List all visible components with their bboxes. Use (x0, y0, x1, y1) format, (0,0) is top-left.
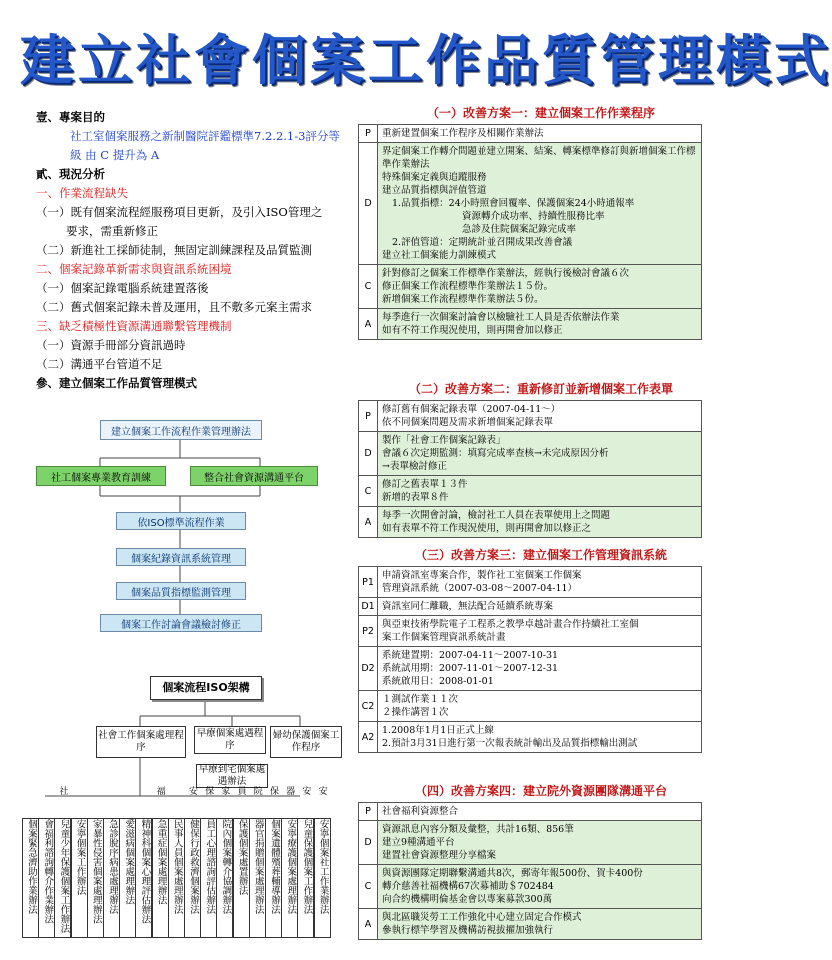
issue-b-item-1: （一）個案記錄電腦系統建置落後 (36, 281, 209, 295)
procedure-top-label: 家 (219, 786, 230, 795)
flow-step-records: 個案紀錄資訊系統管理 (116, 548, 246, 566)
issue-c-item-2: （二）溝通平台管道不足 (36, 357, 163, 371)
flow-step-training: 社工個案專業教育訓練 (36, 466, 166, 486)
procedure-column: 家暴性侵害個案處理辦法 (87, 818, 104, 938)
issue-a-heading: 一、作業流程缺失 (36, 186, 128, 200)
plan1-d: 界定個案工作轉介問題並建立開案、結案、轉案標準修訂與新增個案工作標準作業辦法 特殊個案定義與追蹤服務 建立品質指標與評值管道 1.品質指標：24小時照會回覆率、保護個案24小時通報率 資源轉介成功率、持續性服務比率 急診及住院個案記錄完成率 2.評值管道：定期統計並召開成果改善會議 建立社工個案能力訓練模式 (378, 143, 702, 265)
plan4-table: P 社會福利資源整合 D 資源訊息內容分類及彙整，共計16類、856筆 建立9種溝通平台 建置社會資源整理分享檔案 C 與資源團隊定期聯繫溝通共8次，郵寄年報500份、賀卡400份 轉介慈善社福機構67次募補助＄702484 向合約機構明倫基金會以專案募款300萬 A 與北區職災勞工工作強化中心建立固定合作模式 參執行標竿學習及機構訪視拔擢加強執行 (358, 802, 702, 940)
procedure-top-label: 安 (316, 786, 327, 795)
plan1-c-key: C (359, 265, 378, 309)
plan4-c: 與資源團隊定期聯繫溝通共8次，郵寄年報500份、賀卡400份 轉介慈善社福機構67次募補助＄702484 向合約機構明倫基金會以專案募款300萬 (378, 865, 702, 909)
section-1-text: 社工室個案服務之新制醫院評鑑標準7.2.2.1-3評分等級 由 C 提升為 A (70, 129, 340, 162)
plan1-table (358, 124, 702, 340)
issue-a-item-2: （二）新進社工採師徒制，無固定訓練課程及品質監測 (36, 243, 312, 257)
plan2-c: 修訂之舊表單１３件 新增的表單８件 (378, 476, 702, 507)
plan1-a-key: A (359, 309, 378, 340)
plan3-c2: １測試作業１１次 ２操作講習１次 (378, 691, 702, 722)
procedure-column: 兒童保護個案工作辦法 (297, 818, 314, 938)
issue-b-heading: 二、個案記錄革新需求與資訊系統困境 (36, 262, 232, 276)
procedure-top-label: 器 (284, 786, 295, 795)
procedure-column: 個案緊急濟助作業辦法 (22, 818, 39, 938)
procedure-column: 器官捐贈個案處理辦法 (249, 818, 266, 938)
procedure-column: 員工心理諮詢評估辦法 (200, 818, 217, 938)
plan2-table: P 修訂舊有個案記錄表單（2007-04-11～） 依不同個案問題及需求新增個案記錄表單 D 製作「社會工作個案記錄表」 會議６次定期監測：填寫完成率查核→未完成原因分析 →表單檢討修正 C 修訂之舊表單１３件 新增的表單８件 A 每季一次開會討論，檢討社工人員在表單使用上之問題 如有表單不符工作現況使用，則再開會加以修正之 (358, 400, 702, 538)
plan2-d: 製作「社會工作個案記錄表」 會議６次定期監測：填寫完成率查核→未完成原因分析 →表單檢討修正 (378, 432, 702, 476)
section-1-heading: 壹、專案目的 (36, 110, 105, 124)
procedure-column: 安寧個案工作辦法 (71, 818, 88, 938)
procedure-top-label: 安 (300, 786, 311, 795)
procedure-column: 個案遺體殯葬輔導辦法 (265, 818, 282, 938)
section-3-heading: 參、建立個案工作品質管理模式 (36, 376, 197, 390)
plan4-a: 與北區職災勞工工作強化中心建立固定合作模式 參執行標竿學習及機構訪視拔擢加強執行 (378, 909, 702, 940)
procedure-column: 愛滋病個案處理辦法 (119, 818, 136, 938)
plan1-p-key: P (359, 125, 378, 143)
procedure-column: 健保行政救濟個案辦法 (184, 818, 201, 938)
iso-framework-box: 個案流程ISO架構 (150, 676, 262, 700)
procedure-column: 急診脫序病患處理辦法 (103, 818, 120, 938)
flow-step-iso: 依ISO標準流程作業 (116, 512, 246, 530)
flow-step-resources: 整合社會資源溝通平台 (190, 466, 318, 486)
issue-a-item-1: （一）既有個案流程經服務項目更新，及引入ISO管理之 (36, 205, 323, 219)
procedure-column: 急重症個案處理辦法 (152, 818, 169, 938)
procedure-top-label: 保 (268, 786, 278, 795)
plan1-d-key: D (359, 143, 378, 265)
plan1-title: （一）改善方案一：建立個案工作作業程序 (426, 106, 655, 120)
flow-step-quality: 個案品質指標監測管理 (116, 582, 246, 600)
procedure-top-label: 院 (251, 786, 262, 795)
plan4-p: 社會福利資源整合 (378, 803, 702, 821)
plan3-title: （三）改善方案三：建立個案工作管理資訊系統 (414, 548, 667, 562)
procedure-column: 院內個案轉介協調辦法 (216, 818, 233, 938)
issue-b-item-2: （二）舊式個案記錄未普及運用，且不敷多元案主需求 (36, 300, 312, 314)
plan2-a: 每季一次開會討論，檢討社工人員在表單使用上之問題 如有表單不符工作現況使用，則再開會加以修正之 (378, 507, 702, 538)
page-title: 建立社會個案工作品質管理模式 (20, 29, 832, 92)
procedure-column: 保護個案處置辦法 (233, 818, 250, 938)
procedure-top-label: 安 (187, 786, 197, 795)
procedure-top-label: 保 (203, 786, 214, 795)
section-2-heading: 貳、現況分析 (36, 167, 105, 181)
procedure-column: 民事人員個案處理辦法 (168, 818, 185, 938)
procedure-column: 安寧療護個案處理辦法 (281, 818, 298, 938)
procedure-column: 精神科個案心理評估辦法 (135, 818, 152, 938)
node-social-work: 社會工作個案處理程序 (96, 726, 186, 758)
issue-a-item-1b: 要求，需重新修正 (66, 224, 158, 238)
node-early-treatment: 早療個案處遇程序 (194, 726, 266, 754)
procedure-column: 會福利諮詢轉介作業辦法 (38, 818, 55, 938)
procedure-column: 安寧個案社工作業辦法 (314, 818, 331, 938)
procedure-top-label: 員 (235, 786, 246, 795)
plan3-p1: 申請資訊室專案合作，製作社工室個案工作個案 管理資訊系統（2007-03-08～2007-04-11） (378, 567, 702, 598)
plan3-a2: 1.2008年1月1日正式上線 2.預計3月31日進行第一次報表統計輸出及品質指標輸出測試 (378, 722, 702, 753)
node-home-visit: 早療到宅個案處遇辦法 (196, 764, 268, 788)
issue-c-item-1: （一）資源手冊部分資訊過時 (36, 338, 186, 352)
plan1-c: 針對修訂之個案工作標準作業辦法，經執行後檢討會議６次 修正個案工作流程標準作業辦法１５份。 新增個案工作流程標準作業辦法５份。 (378, 265, 702, 309)
flow-step-procedure: 建立個案工作流程作業管理辦法 (100, 420, 262, 440)
plan3-table: P1 申請資訊室專案合作，製作社工室個案工作個案 管理資訊系統（2007-03-08～2007-04-11） D1 資訊室同仁離職，無法配合延續系統專案 P2 與亞東技術學院電子工程系之教學卓越計畫合作持續社工室個 案工作個案管理資訊系統計畫 D2 系統建置期：2007-04-11～2007-10-31 系統試用期：2007-11-01～2007-12-31 系統啟用日：2008-01-01 C2 １測試作業１１次 ２操作講習１次 A2 1.2008年1月1日正式上線 2.預計3月31日進行第一次報表統計輸出及品質指標輸出測試 (358, 566, 702, 753)
plan2-p: 修訂舊有個案記錄表單（2007-04-11～） 依不同個案問題及需求新增個案記錄表單 (378, 401, 702, 432)
plan3-d1: 資訊室同仁離職，無法配合延續系統專案 (378, 598, 702, 616)
node-women-children: 婦幼保護個案工作程序 (270, 726, 342, 758)
plan2-title: （二）改善方案二：重新修訂並新增個案工作表單 (408, 382, 673, 396)
plan3-d2: 系統建置期：2007-04-11～2007-10-31 系統試用期：2007-11-01～2007-12-31 系統啟用日：2008-01-01 (378, 647, 702, 691)
procedure-top-label: 福 (154, 786, 165, 795)
plan1-a: 每季進行一次個案討論會以檢驗社工人員是否依辦法作業 如有不符工作現況使用，則再開會加以修正 (378, 309, 702, 340)
flow-step-review: 個案工作討論會議檢討修正 (100, 614, 262, 632)
plan4-d: 資源訊息內容分類及彙整，共計16類、856筆 建立9種溝通平台 建置社會資源整理分享檔案 (378, 821, 702, 865)
left-text-column (36, 108, 346, 393)
plan1-p: 重新建置個案工作程序及相關作業辦法 (378, 125, 702, 143)
procedure-column: 兒童少年保護個案工作辦法 (54, 818, 71, 938)
issue-c-heading: 三、缺乏積極性資源溝通聯繫管理機制 (36, 319, 232, 333)
procedure-top-label: 社 (57, 786, 68, 795)
plan3-p2: 與亞東技術學院電子工程系之教學卓越計畫合作持續社工室個 案工作個案管理資訊系統計畫 (378, 616, 702, 647)
plan4-title: （四）改善方案四：建立院外資源團隊溝通平台 (414, 784, 667, 798)
